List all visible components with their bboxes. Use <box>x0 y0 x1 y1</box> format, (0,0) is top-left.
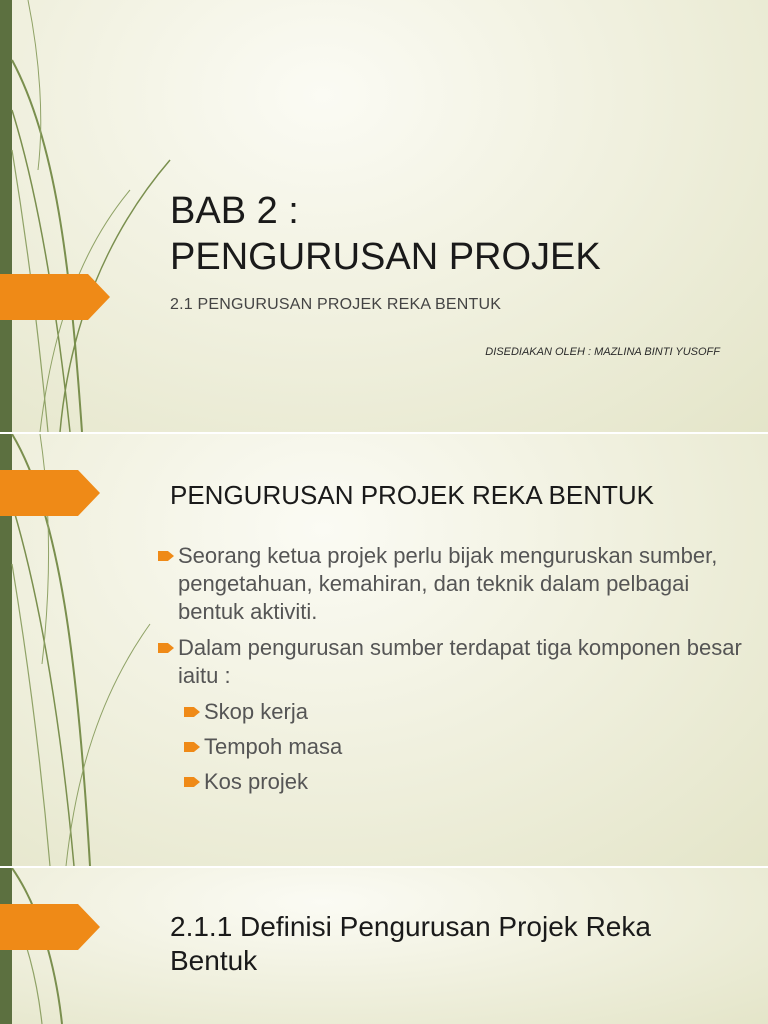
slide-1 <box>0 0 768 432</box>
arrow-bullet-icon <box>184 707 200 717</box>
bullet-item <box>158 634 748 690</box>
sub-bullet-item <box>184 698 748 726</box>
slide-subtitle: 2.1 PENGURUSAN PROJEK REKA BENTUK <box>170 296 502 313</box>
slide-title: 2.1.1 Definisi Pengurusan Projek Reka Bentuk <box>170 911 651 976</box>
slide-title <box>170 188 601 280</box>
bullet-item <box>158 542 748 626</box>
sub-bullet-item <box>184 733 748 761</box>
sub-bullet-text: Kos projek <box>204 769 308 794</box>
slide-2 <box>0 434 768 866</box>
title-line-2: PENGURUSAN PROJEK <box>170 236 601 278</box>
bullet-text: Seorang ketua projek perlu bijak menguruskan sumber, pengetahuan, kemahiran, dan teknik dalam pelbagai bentuk aktiviti. <box>178 543 718 624</box>
sub-bullet-text: Skop kerja <box>204 699 308 724</box>
arrow-bullet-icon <box>184 777 200 787</box>
author-credit: DISEDIAKAN OLEH : MAZLINA BINTI YUSOFF <box>485 346 720 358</box>
title-line-1: BAB 2 : <box>170 190 299 232</box>
sub-bullet-text: Tempoh masa <box>204 734 343 759</box>
arrow-tab-icon <box>0 274 110 320</box>
sub-bullet-item <box>184 768 748 796</box>
bullet-text: Dalam pengurusan sumber terdapat tiga komponen besar iaitu : <box>178 635 742 688</box>
bullet-list <box>158 542 748 803</box>
slide-title: PENGURUSAN PROJEK REKA BENTUK <box>170 480 654 510</box>
slide-3 <box>0 868 768 1024</box>
arrow-bullet-icon <box>158 551 174 561</box>
arrow-bullet-icon <box>158 643 174 653</box>
arrow-bullet-icon <box>184 742 200 752</box>
